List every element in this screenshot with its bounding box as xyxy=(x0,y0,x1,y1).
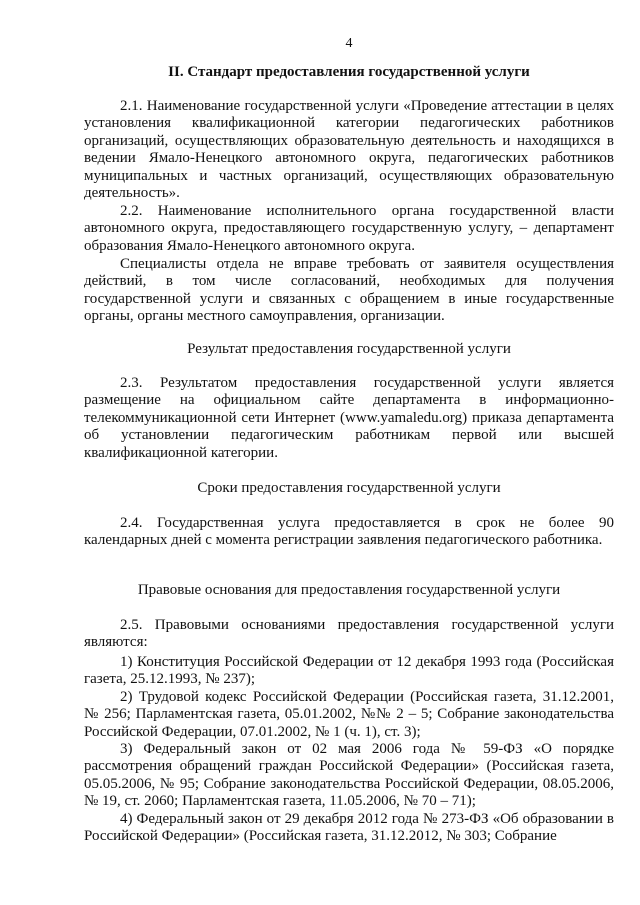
heading-legal: Правовые основания для предоставления государственной услуги xyxy=(137,582,561,598)
legal-item-1: 1) Конституция Российской Федерации от 12 декабря 1993 года (Российская газета, 25.12.1993, № 237); xyxy=(84,654,614,688)
paragraph-2-3: 2.3. Результатом предоставления государственной услуги является размещение на официальном сайте департамента в информационно-телекоммуникационной сети Интернет (www.yamaledu.org) приказа департамента об установлении педагогическим работникам первой или высшей квалификационной категории. xyxy=(84,375,614,461)
section-title: II. Стандарт предоставления государственной услуги xyxy=(168,64,530,80)
page-number: 4 xyxy=(345,36,353,51)
heading-terms: Сроки предоставления государственной услуги xyxy=(197,480,501,496)
legal-item-3: 3) Федеральный закон от 02 мая 2006 года № 59-ФЗ «О порядке рассмотрения обращений граждан Российской Федерации» (Российская газета, 05.05.2006, № 95; Собрание законодательства Российской Федерации, 08.05.2006, № 19, ст. 2060; Парламентская газета, 11.05.2006, № 70 – 71); xyxy=(84,741,614,810)
legal-item-2: 2) Трудовой кодекс Российской Федерации (Российская газета, 31.12.2001, № 256; Парламентская газета, 05.01.2002, №№ 2 – 5; Собрание законодательства Российской Федерации, 07.01.2002, № 1 (ч. 1), ст. 3); xyxy=(84,689,614,740)
paragraph-specialists: Специалисты отдела не вправе требовать от заявителя осуществления действий, в том числе согласований, необходимых для получения государственной услуги и связанных с обращением в иные государственные органы, органы местного самоуправления, организации. xyxy=(84,256,614,325)
paragraph-2-5: 2.5. Правовыми основаниями предоставления государственной услуги являются: xyxy=(84,617,614,651)
paragraph-2-2: 2.2. Наименование исполнительного органа государственной власти автономного округа, предоставляющего государственную услугу, – департамент образования Ямало-Ненецкого автономного округа. xyxy=(84,203,614,254)
paragraph-2-1: 2.1. Наименование государственной услуги «Проведение аттестации в целях установления квалификационной категории педагогических работников организаций, осуществляющих образовательную деятельность и находящихся в ведении Ямало-Ненецкого автономного округа, педагогических работников муниципальных и частных организаций, осуществляющих образовательную деятельность». xyxy=(84,98,614,202)
paragraph-2-4: 2.4. Государственная услуга предоставляется в срок не более 90 календарных дней с момента регистрации заявления педагогического работника. xyxy=(84,515,614,549)
heading-result: Результат предоставления государственной услуги xyxy=(187,341,511,357)
legal-item-4: 4) Федеральный закон от 29 декабря 2012 года № 273-ФЗ «Об образовании в Российской Федерации» (Российская газета, 31.12.2012, № 303; Собрание xyxy=(84,811,614,845)
